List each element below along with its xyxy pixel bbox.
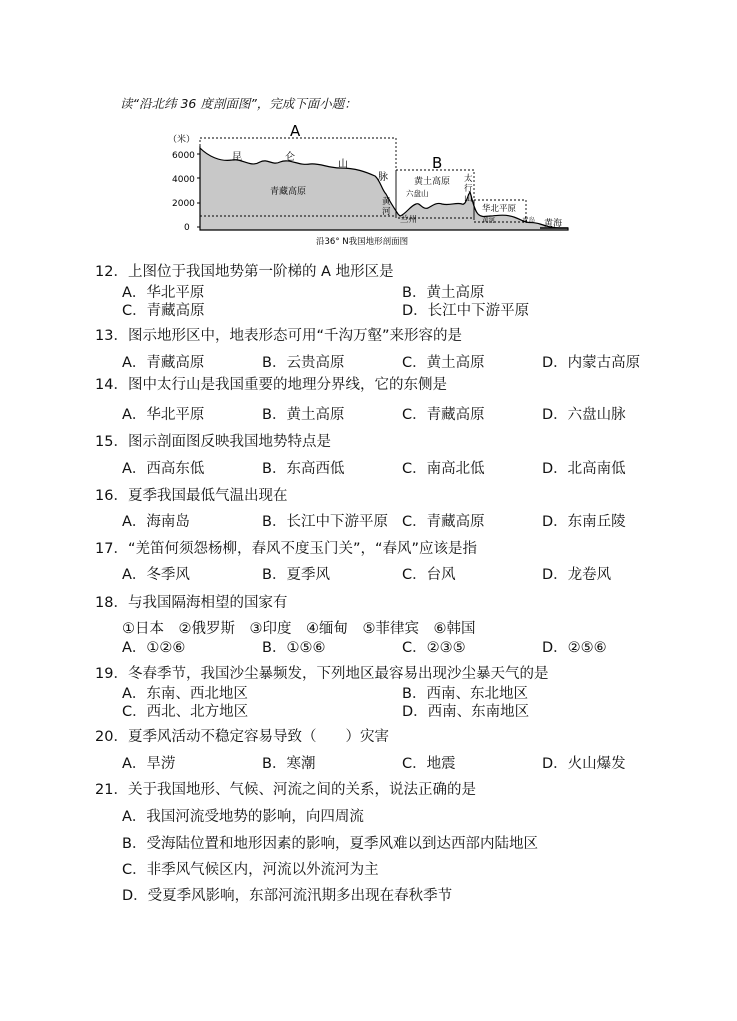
q18-option-a: A．①②⑥: [122, 640, 186, 656]
q17-option-a: A．冬季风: [122, 567, 190, 583]
q13-option-d: D．内蒙古高原: [542, 355, 641, 371]
q14-option-a: A．华北平原: [122, 407, 205, 423]
q20-option-d: D．火山爆发: [542, 756, 626, 772]
q15-option-d: D．北高南低: [542, 461, 626, 477]
q18-option-b: B．①⑤⑥: [262, 640, 326, 656]
question-20: 20．夏季风活动不稳定容易导致（ ）灾害: [95, 729, 389, 745]
q13-option-a: A．青藏高原: [122, 355, 205, 371]
qinghai-plateau-label: 青藏高原: [270, 187, 307, 197]
question-18: 18．与我国隔海相望的国家有: [95, 595, 288, 611]
cross-section-figure: [160, 118, 580, 250]
question-21: 21．关于我国地形、气候、河流之间的关系，说法正确的是: [95, 782, 476, 798]
q14-option-b: B．黄土高原: [262, 407, 345, 423]
question-16: 16．夏季我国最低气温出现在: [95, 488, 288, 504]
huanghe-label-2: 河: [382, 207, 391, 217]
taihang-label-1: 太: [464, 174, 473, 184]
q20-option-b: B．寒潮: [262, 756, 316, 772]
taihang-label-3: 山: [464, 194, 473, 204]
question-12: 12．上图位于我国地势第一阶梯的 A 地形区是: [95, 264, 394, 280]
unit-label: （米）: [168, 135, 196, 145]
qingdao-label: 青岛: [522, 216, 535, 224]
q20-option-c: C．地震: [402, 756, 456, 772]
q16-option-c: C．青藏高原: [402, 514, 485, 530]
q19-option-c: C．西北、北方地区: [122, 704, 249, 720]
north-china-plain-label: 华北平原: [482, 204, 517, 214]
q16-option-d: D．东南丘陵: [542, 514, 626, 530]
q21-option-d: D．受夏季风影响，东部河流汛期多出现在春秋季节: [122, 888, 453, 904]
mountain-char-2: 仑: [285, 152, 295, 163]
yellow-sea-label: 黄海: [544, 219, 563, 229]
y-tick-2000: 2000: [172, 199, 195, 209]
figure-caption: 沿36° N我国地形剖面图: [316, 237, 409, 247]
question-13: 13．图示地形区中，地表形态可用“千沟万壑”来形容的是: [95, 328, 462, 344]
q12-option-b: B．黄土高原: [402, 285, 485, 301]
question-19: 19．冬春季节，我国沙尘暴频发，下列地区最容易出现沙尘暴天气的是: [95, 666, 549, 682]
loess-plateau-label: 黄土高原: [414, 177, 451, 187]
question-17: 17．“羌笛何须怨杨柳，春风不度玉门关”，“春风”应该是指: [95, 541, 477, 557]
q14-option-c: C．青藏高原: [402, 407, 485, 423]
q16-option-b: B．长江中下游平原: [262, 514, 388, 530]
q19-option-b: B．西南、东北地区: [402, 686, 528, 702]
lanzhou-label: 兰州: [400, 215, 418, 225]
intro-text: 读“沿北纬 36 度剖面图”，完成下面小题：: [120, 96, 357, 111]
q17-option-c: C．台风: [402, 567, 456, 583]
q14-option-d: D．六盘山脉: [542, 407, 626, 423]
q16-option-a: A．海南岛: [122, 514, 190, 530]
q21-option-c: C．非季风气候区内，河流以外流河为主: [122, 862, 379, 878]
q15-option-b: B．东高西低: [262, 461, 345, 477]
mountain-char-4: 脉: [378, 172, 388, 183]
y-tick-0: 0: [184, 223, 190, 233]
q13-option-b: B．云贵高原: [262, 355, 345, 371]
taihang-label-2: 行: [464, 184, 473, 194]
y-tick-6000: 6000: [172, 151, 195, 161]
question-14: 14．图中太行山是我国重要的地理分界线，它的东侧是: [95, 377, 447, 393]
q21-option-a: A．我国河流受地势的影响，向四周流: [122, 809, 364, 825]
q20-option-a: A．旱涝: [122, 756, 176, 772]
q17-option-b: B．夏季风: [262, 567, 330, 583]
huanghe-small-label: 黄河: [482, 216, 495, 224]
mountain-char-1: 昆: [232, 152, 242, 163]
terrain-profile: [200, 148, 568, 230]
q19-option-a: A．东南、西北地区: [122, 686, 248, 702]
y-tick-4000: 4000: [172, 175, 195, 185]
label-A: A: [290, 122, 301, 140]
huanghe-label-1: 黄: [382, 197, 391, 207]
q13-option-c: C．黄土高原: [402, 355, 485, 371]
q21-option-b: B．受海陆位置和地形因素的影响，夏季风难以到达西部内陆地区: [122, 836, 538, 852]
q15-option-c: C．南高北低: [402, 461, 485, 477]
question-15: 15．图示剖面图反映我国地势特点是: [95, 434, 331, 450]
q19-option-d: D．西南、东南地区: [402, 704, 530, 720]
mountain-char-3: 山: [338, 159, 348, 170]
q12-option-c: C．青藏高原: [122, 303, 205, 319]
label-B: B: [432, 154, 443, 172]
q15-option-a: A．西高东低: [122, 461, 205, 477]
q12-option-d: D．长江中下游平原: [402, 303, 530, 319]
liupan-label: 六盘山: [406, 189, 429, 198]
q12-option-a: A．华北平原: [122, 285, 205, 301]
q18-option-d: D．②⑤⑥: [542, 640, 607, 656]
q18-country-list: ①日本 ②俄罗斯 ③印度 ④缅甸 ⑤菲律宾 ⑥韩国: [122, 621, 476, 637]
q17-option-d: D．龙卷风: [542, 567, 612, 583]
q18-option-c: C．②③⑤: [402, 640, 466, 656]
